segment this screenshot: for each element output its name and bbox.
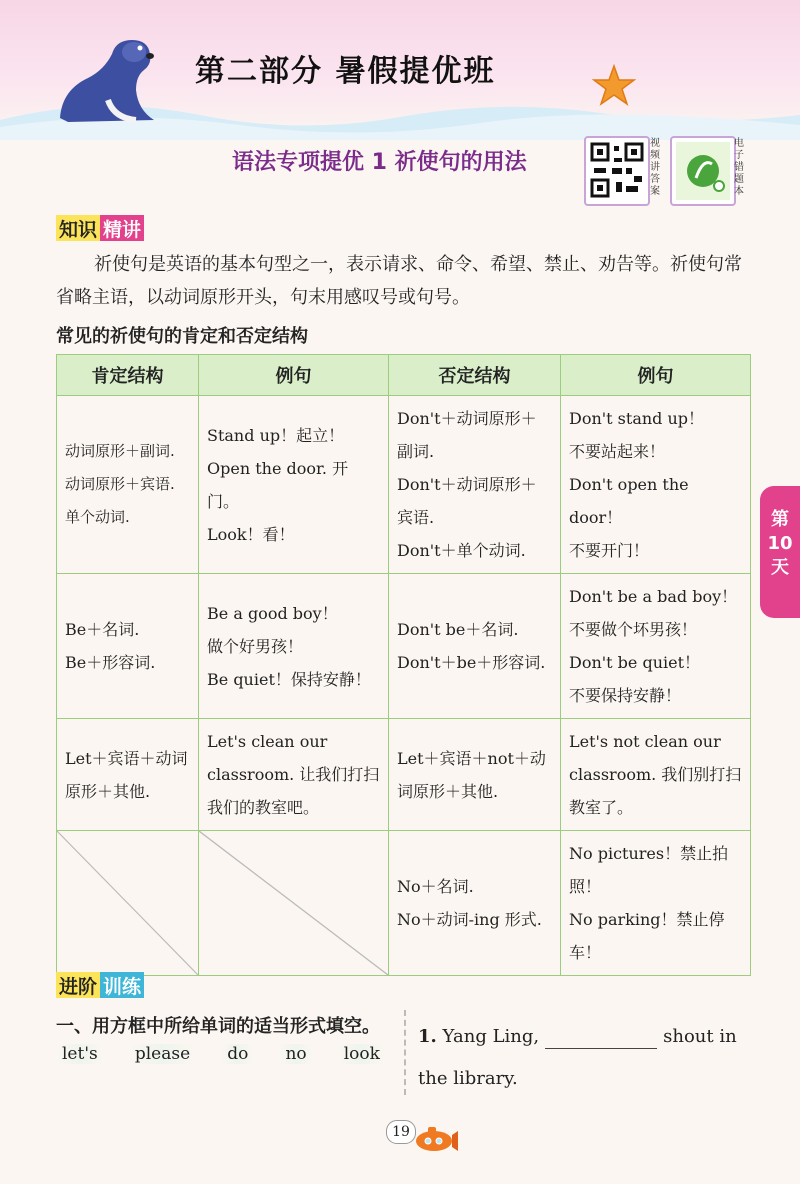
table-cell: No pictures！禁止拍照！ No parking！禁止停车！ (561, 831, 751, 976)
word-box (56, 1044, 386, 1064)
word-box-item: please (129, 1044, 196, 1064)
table-row (57, 831, 751, 976)
word-box-item: let's (56, 1044, 104, 1064)
qr-code-icon (586, 138, 648, 204)
page-number: 19 (386, 1120, 416, 1144)
table-cell: Let's not clean our classroom. 我们别打扫教室了。 (561, 719, 751, 831)
question-number: 1. (418, 1026, 437, 1047)
qr-code-icon (672, 138, 734, 204)
section-badge-knowledge (56, 215, 144, 241)
answer-blank[interactable] (545, 1026, 657, 1049)
table-cell: Let's clean our classroom. 让我们打扫我们的教室吧。 (199, 719, 389, 831)
question-text-before: Yang Ling, (442, 1026, 540, 1047)
table-cell: Be a good boy！ 做个好男孩！ Be quiet！保持安静！ (199, 574, 389, 719)
question-1 (418, 1016, 748, 1100)
table-row (57, 574, 751, 719)
table-row (57, 719, 751, 831)
header-example: 例句 (199, 355, 389, 396)
table-cell: Let＋宾语＋动词原形＋其他. (57, 719, 199, 831)
table-row (57, 396, 751, 574)
structure-table (56, 354, 751, 976)
intro-paragraph: 祈使句是英语的基本句型之一，表示请求、命令、希望、禁止、劝告等。祈使句常省略主语，以动词原形开头，句末用感叹号或句号。 (56, 254, 742, 308)
part-title: 第二部分 暑假提优班 (195, 54, 496, 89)
question-text-after: shout in the library. (418, 1026, 737, 1089)
badge-part-b: 精讲 (100, 215, 144, 241)
day-side-tab: 第10天 (760, 486, 800, 618)
word-box-item: no (279, 1044, 312, 1064)
seal-mascot-icon (48, 30, 168, 130)
qr-code-video-answers[interactable] (584, 136, 650, 206)
header-negative: 否定结构 (389, 355, 561, 396)
word-box-item: look (338, 1044, 386, 1064)
column-divider (404, 1010, 406, 1095)
qr-code-error-book[interactable] (670, 136, 736, 206)
table-cell: Don't be＋名词. Don't＋be＋形容词. (389, 574, 561, 719)
table-cell: No＋名词. No＋动词-ing 形式. (389, 831, 561, 976)
badge-part-a: 知识 (56, 215, 100, 241)
table-cell: Stand up！起立！ Open the door. 开门。 Look！看！ (199, 396, 389, 574)
badge-part-b: 训练 (100, 972, 144, 998)
lesson-title: 语法专项提优 1 祈使句的用法 (232, 150, 527, 175)
exercise-title: 一、用方框中所给单词的适当形式填空。 (56, 1016, 380, 1037)
starfish-icon (592, 64, 636, 108)
header-example: 例句 (561, 355, 751, 396)
table-cell: 动词原形＋副词. 动词原形＋宾语. 单个动词. (57, 396, 199, 574)
empty-diagonal-cell (57, 831, 199, 976)
empty-diagonal-cell (199, 831, 389, 976)
table-header-row (57, 355, 751, 396)
qr-caption-error-book: 电子错题本 (734, 138, 744, 197)
qr-caption-video: 视频讲答案 (650, 138, 660, 197)
word-box-item: do (221, 1044, 254, 1064)
table-cell: Don't be a bad boy！ 不要做个坏男孩！ Don't be quiet！ 不要保持安静！ (561, 574, 751, 719)
table-cell: Don't stand up！ 不要站起来！ Don't open the door！ 不要开门！ (561, 396, 751, 574)
table-cell: Be＋名词. Be＋形容词. (57, 574, 199, 719)
table-caption: 常见的祈使句的肯定和否定结构 (56, 326, 308, 347)
badge-part-a: 进阶 (56, 972, 100, 998)
submarine-icon (412, 1125, 458, 1153)
table-cell: Let＋宾语＋not＋动词原形＋其他. (389, 719, 561, 831)
table-cell: Don't＋动词原形＋副词. Don't＋动词原形＋宾语. Don't＋单个动词. (389, 396, 561, 574)
header-positive: 肯定结构 (57, 355, 199, 396)
section-badge-practice (56, 972, 144, 998)
